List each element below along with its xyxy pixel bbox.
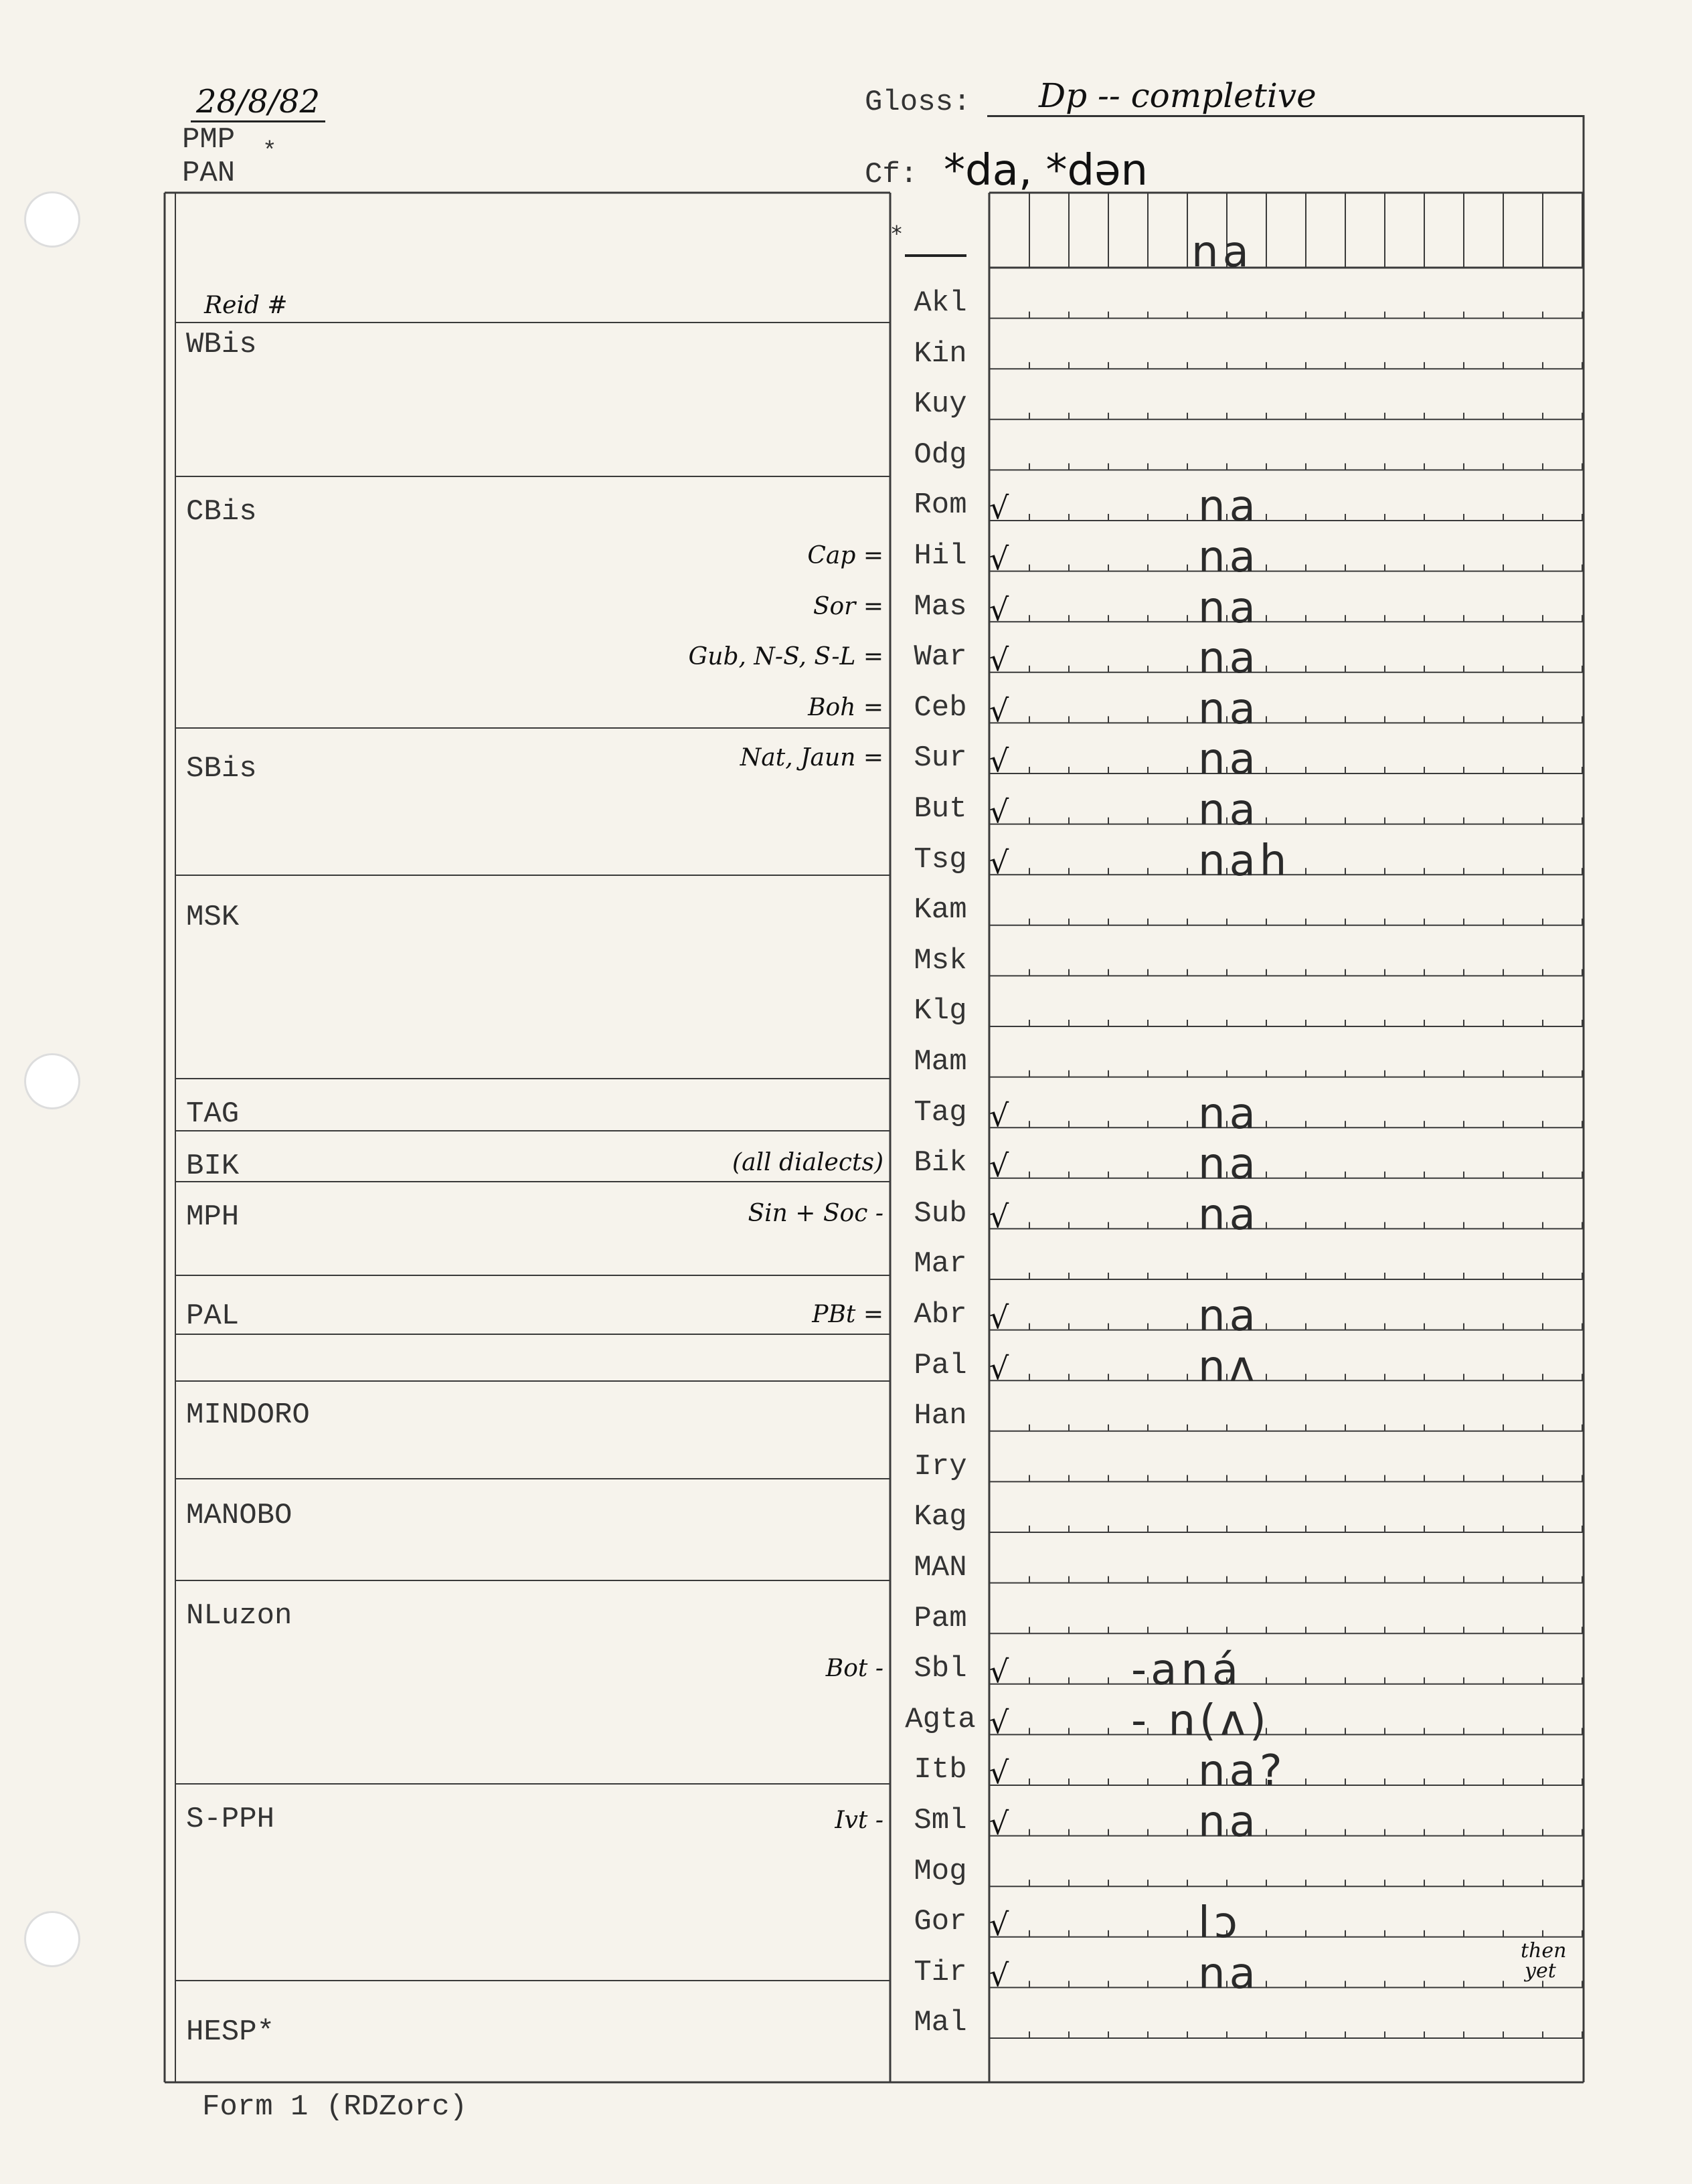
group-label: MINDORO (186, 1398, 310, 1432)
reflex-form: na (1198, 1797, 1260, 1847)
reflex-form: na (1198, 583, 1260, 633)
checkmark: √ (989, 743, 1009, 780)
checkmark: √ (989, 1653, 1009, 1690)
language-code: Gor (914, 1905, 967, 1939)
language-code: Mas (914, 589, 967, 624)
checkmark: √ (989, 844, 1009, 881)
tir-note-yet: yet (1525, 1959, 1556, 1983)
reflex-form: na (1198, 1291, 1260, 1341)
checkmark: √ (989, 1350, 1009, 1386)
checkmark: √ (989, 642, 1009, 678)
gloss-label: Gloss: (865, 86, 971, 119)
dialect-annotation: Cap = (807, 542, 883, 569)
reflex-form: lɔ (1198, 1898, 1242, 1948)
checkmark: √ (989, 591, 1009, 628)
language-code: Iry (914, 1449, 967, 1483)
language-code: Abr (914, 1298, 967, 1332)
language-code: Sub (914, 1196, 967, 1231)
date: 28/8/82 (191, 83, 325, 122)
checkmark: √ (989, 1198, 1009, 1235)
proto-blank (905, 254, 966, 257)
pmp-star: * (262, 138, 277, 165)
gloss-value: Dp -- completive (1039, 76, 1317, 115)
language-code: Mog (914, 1854, 967, 1888)
reflex-form: na (1198, 786, 1260, 835)
language-code: Ceb (914, 691, 967, 725)
proto-star: * (890, 221, 904, 246)
reflex-form: na (1198, 1190, 1260, 1240)
reflex-form: na (1198, 533, 1260, 582)
dialect-annotation: Sor = (813, 592, 883, 620)
checkmark: √ (989, 1704, 1009, 1740)
group-label: BIK (186, 1150, 240, 1183)
checkmark: √ (989, 1148, 1009, 1184)
language-code: Pam (914, 1601, 967, 1635)
language-code: Sbl (914, 1652, 967, 1686)
checkmark: √ (989, 1956, 1009, 1993)
language-code: Sml (914, 1804, 967, 1837)
dialect-annotation: Gub, N-S, S-L = (688, 643, 883, 671)
reflex-form: na (1198, 1948, 1260, 1999)
reflex-form: - n(ʌ) (1131, 1696, 1270, 1746)
language-code: Hil (914, 539, 967, 573)
language-code: Kuy (914, 387, 967, 422)
dialect-annotation: (all dialects) (732, 1149, 883, 1177)
language-code: Mal (914, 2006, 967, 2040)
language-code: Kag (914, 1500, 967, 1534)
dialect-annotation: Boh = (808, 693, 883, 721)
reflex-form: na (1198, 1089, 1260, 1139)
dialect-annotation: Nat, Jaun = (740, 744, 883, 772)
proto-form: na (1191, 227, 1253, 277)
checkmark: √ (989, 490, 1009, 527)
group-label: HESP* (186, 2015, 275, 2049)
checkmark: √ (989, 1754, 1009, 1791)
checkmark: √ (989, 794, 1009, 830)
language-code: Kam (914, 893, 967, 927)
group-label: SBis (186, 752, 257, 786)
dialect-annotation: Sin + Soc - (748, 1199, 883, 1227)
language-code: War (914, 640, 967, 674)
reid-number-label: Reid # (204, 292, 288, 319)
language-code: MAN (914, 1551, 967, 1584)
checkmark: √ (989, 1805, 1009, 1841)
reflex-form: na (1198, 735, 1260, 785)
dialect-annotation: Ivt - (835, 1807, 883, 1834)
reflex-form: na? (1198, 1746, 1286, 1797)
language-code: Akl (914, 286, 967, 320)
pmp-label: PMP (182, 123, 236, 157)
language-code: Mam (914, 1045, 967, 1079)
group-label: CBis (186, 495, 257, 529)
footer-form-label: Form 1 (RDZorc) (202, 2090, 468, 2124)
language-code: Agta (905, 1702, 976, 1736)
group-label: MPH (186, 1200, 240, 1234)
group-label: NLuzon (186, 1599, 292, 1633)
reflex-form: na (1198, 1140, 1260, 1190)
language-code: Kin (914, 337, 967, 371)
language-code: Bik (914, 1146, 967, 1180)
pan-label: PAN (182, 157, 236, 190)
checkmark: √ (989, 1906, 1009, 1943)
checkmark: √ (989, 1299, 1009, 1336)
language-code: Tsg (914, 842, 967, 877)
group-label: PAL (186, 1299, 240, 1333)
language-code: Tag (914, 1095, 967, 1129)
cf-value: *da, *dən (944, 146, 1149, 195)
language-code: Msk (914, 943, 967, 978)
reflex-form: nah (1198, 836, 1291, 886)
tir-note-then: then (1521, 1939, 1567, 1963)
cf-label: Cf: (865, 158, 918, 191)
language-code: Odg (914, 438, 967, 472)
language-code: Klg (914, 994, 967, 1028)
reflex-form: nʌ (1198, 1342, 1259, 1392)
language-code: Mar (914, 1247, 967, 1281)
dialect-annotation: Bot - (825, 1655, 883, 1683)
language-code: Han (914, 1399, 967, 1433)
group-label: MANOBO (186, 1499, 292, 1532)
language-code: Tir (914, 1955, 967, 1989)
reflex-form: na (1198, 634, 1260, 684)
language-code: Rom (914, 488, 967, 523)
checkmark: √ (989, 692, 1009, 729)
checkmark: √ (989, 541, 1009, 577)
reflex-form: na (1198, 684, 1260, 734)
group-label: TAG (186, 1097, 240, 1131)
language-code: Itb (914, 1753, 967, 1787)
language-code: Pal (914, 1348, 967, 1382)
reflex-form: na (1198, 482, 1260, 532)
checkmark: √ (989, 1097, 1009, 1133)
language-code: Sur (914, 741, 967, 776)
group-label: MSK (186, 901, 240, 934)
dialect-annotation: PBt = (812, 1301, 883, 1328)
reflex-form: -aná (1131, 1645, 1243, 1696)
group-label: WBis (186, 328, 257, 361)
language-code: But (914, 792, 967, 826)
group-label: S-PPH (186, 1803, 275, 1836)
